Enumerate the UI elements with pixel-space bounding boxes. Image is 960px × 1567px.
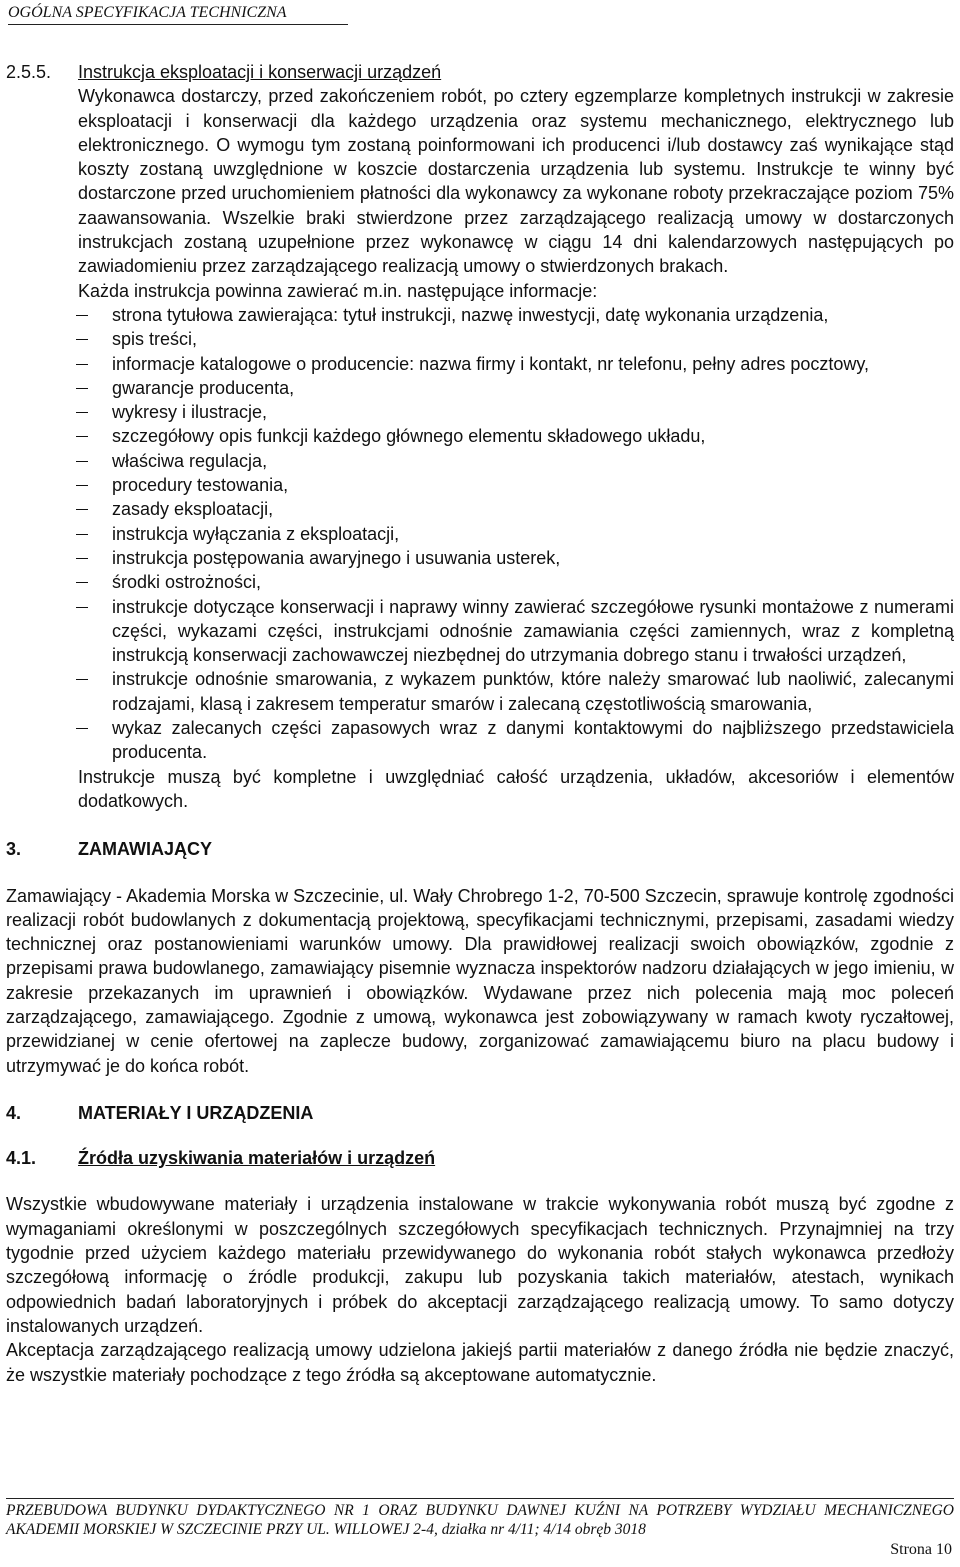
section-4-heading <box>6 1101 954 1125</box>
list-item: gwarancje producenta, <box>112 376 954 400</box>
section-number: 4. <box>6 1102 22 1123</box>
list-item: wykaz zalecanych części zapasowych wraz z danymi kontaktowymi do najbliższego przedstawiciela producenta. <box>112 716 954 765</box>
section-number: 2.5.5. <box>6 62 52 82</box>
list-item: instrukcja postępowania awaryjnego i usuwania usterek, <box>112 546 954 570</box>
section-2-5-5-heading <box>6 60 954 84</box>
paragraph: Zamawiający - Akademia Morska w Szczecinie, ul. Wały Chrobrego 1-2, 70-500 Szczecin, sprawuje kontrolę zgodności realizacji robót budowlanych z dokumentacją projektową, specyfikacjami technicznymi, przepisami, zasadami wiedzy technicznej oraz postanowieniami warunków umowy. Dla prawidłowej realizacji swoich obowiązków, zgodnie z przepisami prawa budowlanego, zamawiający pisemnie wyznacza inspektorów nadzoru działających w jego imieniu, w zakresie przekazanych im uprawnień i obowiązków. Wydawane przez nich polecenia mają moc poleceń zarządzającego, zamawiającego. Zgodnie z umową, wykonawca jest zobowiązywany w ramach kwoty ryczałtowej, przewidzianej w cenie ofertowej na zaplecze budowy, zorganizować zamawiającemu biuro na placu budowy i utrzymywać je do końca robót. <box>6 885 954 1076</box>
section-3-heading <box>6 837 954 861</box>
page-body <box>6 60 954 1387</box>
list-item: właściwa regulacja, <box>112 449 954 473</box>
paragraph: Wykonawca dostarczy, przed zakończeniem robót, po cztery egzemplarze kompletnych instrukcji w zakresie eksploatacji i konserwacji dla każdego urządzenia oraz systemu mechanicznego, elektrycznego lub elektronicznego. O wymogu tym zostaną poinformowani ich producenci i/lub dostawcy zaś wynikające stąd koszty zostaną uwzględnione w koszcie dostarczenia urządzenia lub systemu. Instrukcje te winny być dostarczone przed uruchomieniem płatności dla wykonawcy za wykonane roboty przekraczające poziom 75% zaawansowania. Wszelkie braki stwierdzone przez zarządzającego realizacją umowy w dostarczonych instrukcjach zostaną uzupełnione przez wykonawcę w ciągu 14 dni kalendarzowych następujących po zawiadomieniu przez zarządzającego realizacją umowy o stwierdzonych brakach. <box>78 86 954 277</box>
list-item: spis treści, <box>112 327 954 351</box>
section-number: 4.1. <box>6 1148 37 1169</box>
section-title: ZAMAWIAJĄCY <box>78 839 212 860</box>
list-item: strona tytułowa zawierająca: tytuł instrukcji, nazwę inwestycji, datę wykonania urządzenia, <box>112 303 954 327</box>
list-item: informacje katalogowe o producencie: nazwa firmy i kontakt, nr telefonu, pełny adres pocztowy, <box>112 352 954 376</box>
section-title: Instrukcja eksploatacji i konserwacji urządzeń <box>78 62 442 82</box>
paragraph: Wszystkie wbudowywane materiały i urządzenia instalowane w trakcie wykonywania robót muszą być zgodne z wymaganiami określonymi w poszczególnych szczegółowych specyfikacjach technicznych. Przynajmniej na trzy tygodnie przed użyciem każdego materiału przewidywanego do wykonania robót stałych wykonawca przedłoży szczegółową informację o źródle produkcji, zakupu lub pozyskania takich materiałów, atestach, wynikach odpowiednich badań laboratoryjnych i próbek do akceptacji zarządzającego realizacją umowy. To samo dotyczy instalowanych urządzeń. <box>6 1194 954 1336</box>
section-title: MATERIAŁY I URZĄDZENIA <box>78 1102 314 1123</box>
list-item: szczegółowy opis funkcji każdego głównego elementu składowego układu, <box>112 424 954 448</box>
list-item: wykresy i ilustracje, <box>112 400 954 424</box>
section-4-1-heading <box>6 1146 954 1170</box>
list-item: instrukcja wyłączania z eksploatacji, <box>112 522 954 546</box>
document-footer: PRZEBUDOWA BUDYNKU DYDAKTYCZNEGO NR 1 ORAZ BUDYNKU DAWNEJ KUŹNI NA POTRZEBY WYDZIAŁU MECHANICZNEGO AKADEMII MORSKIEJ W SZCZECINIE PRZY UL. WILLOWEJ 2-4, działka nr 4/11; 4/14 obręb 3018 <box>6 1498 954 1539</box>
paragraph: Każda instrukcja powinna zawierać m.in. następujące informacje: <box>78 280 598 301</box>
list-item: środki ostrożności, <box>112 570 954 594</box>
section-title: Źródła uzyskiwania materiałów i urządzeń <box>78 1148 436 1169</box>
page-number: Strona 10 <box>890 1541 952 1558</box>
list-item: instrukcje odnośnie smarowania, z wykazem punktów, które należy smarować lub naoliwić, zalecanymi rodzajami, klasą i zakresem temperatur smarów i zalecaną częstotliwością smarowania, <box>112 667 954 716</box>
paragraph: Instrukcje muszą być kompletne i uwzględniać całość urządzenia, układów, akcesoriów i elementów dodatkowych. <box>78 766 954 811</box>
list-item: zasady eksploatacji, <box>112 497 954 521</box>
paragraph: Akceptacja zarządzającego realizacją umowy udzielona jakiejś partii materiałów z danego źródła nie będzie znaczyć, że wszystkie materiały pochodzące z tego źródła są akceptowane automatycznie. <box>6 1340 954 1385</box>
document-header: OGÓLNA SPECYFIKACJA TECHNICZNA <box>8 4 348 25</box>
list-item: instrukcje dotyczące konserwacji i naprawy winny zawierać szczegółowe rysunki montażowe z numerami części, wykazami części, instrukcjami odnośnie zamawiania części zamiennych, wraz z kompletną instrukcją konserwacji zachowawczej niezbędnej do utrzymania dobrego stanu i trwałości urządzeń, <box>112 595 954 668</box>
list-item: procedury testowania, <box>112 473 954 497</box>
section-number: 3. <box>6 839 22 860</box>
info-list <box>6 303 954 765</box>
